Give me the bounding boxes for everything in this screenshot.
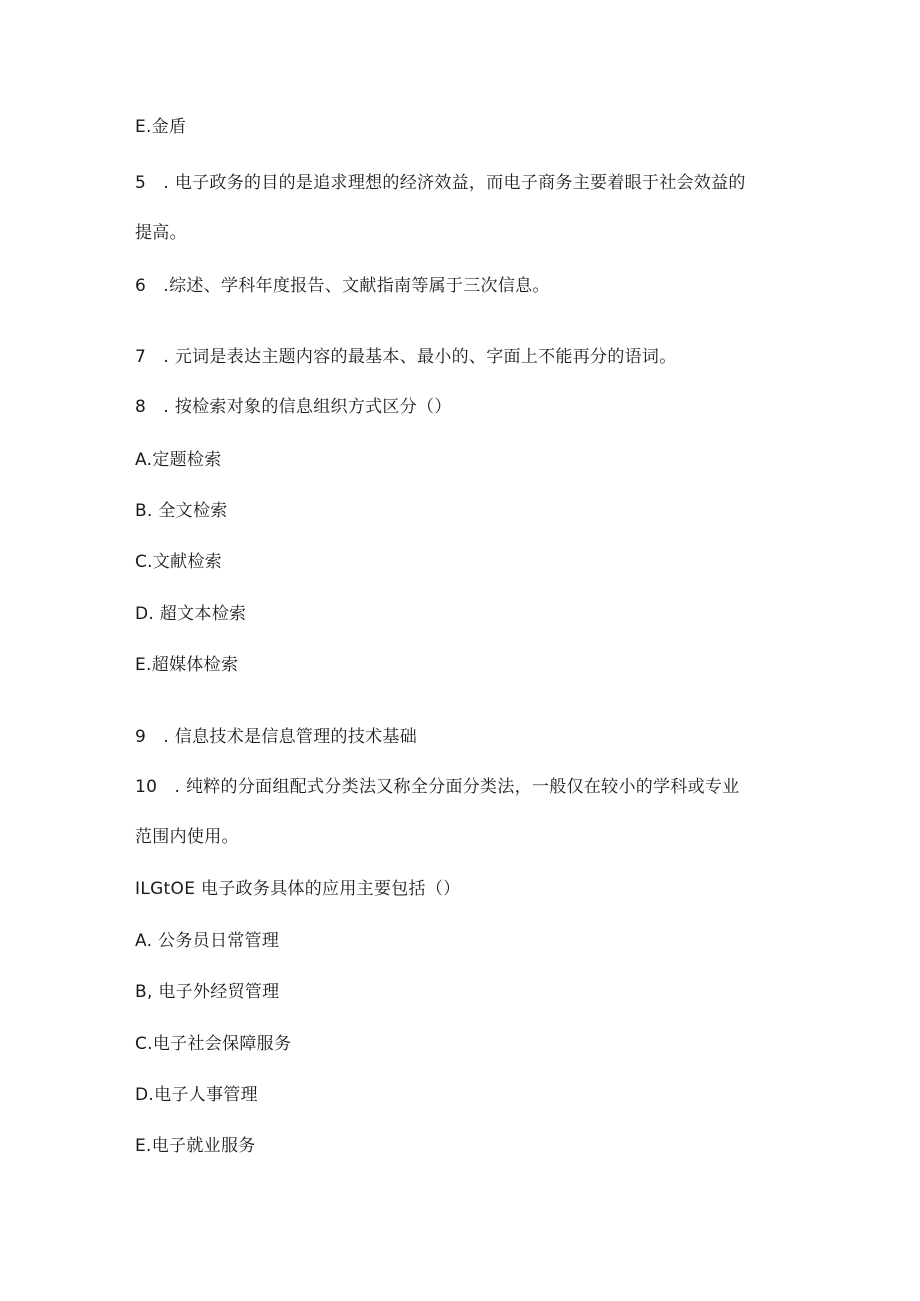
question-8-option-d: D. 超文本检索 bbox=[135, 604, 247, 624]
question-11: ILGtOE 电子政务具体的应用主要包括（） bbox=[135, 879, 461, 899]
question-5-line-1: 5 . 电子政务的目的是追求理想的经济效益，而电子商务主要着眼于社会效益的 bbox=[135, 173, 746, 193]
question-6: 6 .综述、学科年度报告、文献指南等属于三次信息。 bbox=[135, 276, 550, 296]
question-11-option-c: C.电子社会保障服务 bbox=[135, 1034, 292, 1054]
question-11-option-d: D.电子人事管理 bbox=[135, 1085, 258, 1105]
question-10-line-1: 10 . 纯粹的分面组配式分类法又称全分面分类法，一般仅在较小的学科或专业 bbox=[135, 777, 740, 797]
option-e-jindun: E.金盾 bbox=[135, 117, 187, 137]
question-11-option-e: E.电子就业服务 bbox=[135, 1136, 256, 1156]
question-7: 7 . 元词是表达主题内容的最基本、最小的、字面上不能再分的语词。 bbox=[135, 347, 677, 367]
question-11-option-a: A. 公务员日常管理 bbox=[135, 931, 280, 951]
question-8-option-c: C.文献检索 bbox=[135, 552, 223, 572]
question-10-line-2: 范围内使用。 bbox=[135, 827, 239, 847]
question-8-option-e: E.超媒体检索 bbox=[135, 655, 239, 675]
question-5-line-2: 提高。 bbox=[135, 223, 187, 243]
question-8-option-a: A.定题检索 bbox=[135, 450, 222, 470]
question-11-option-b: B, 电子外经贸管理 bbox=[135, 982, 280, 1002]
question-8-option-b: B. 全文检索 bbox=[135, 501, 228, 521]
question-9: 9 . 信息技术是信息管理的技术基础 bbox=[135, 727, 418, 747]
question-8: 8 . 按检索对象的信息组织方式区分（） bbox=[135, 397, 452, 417]
